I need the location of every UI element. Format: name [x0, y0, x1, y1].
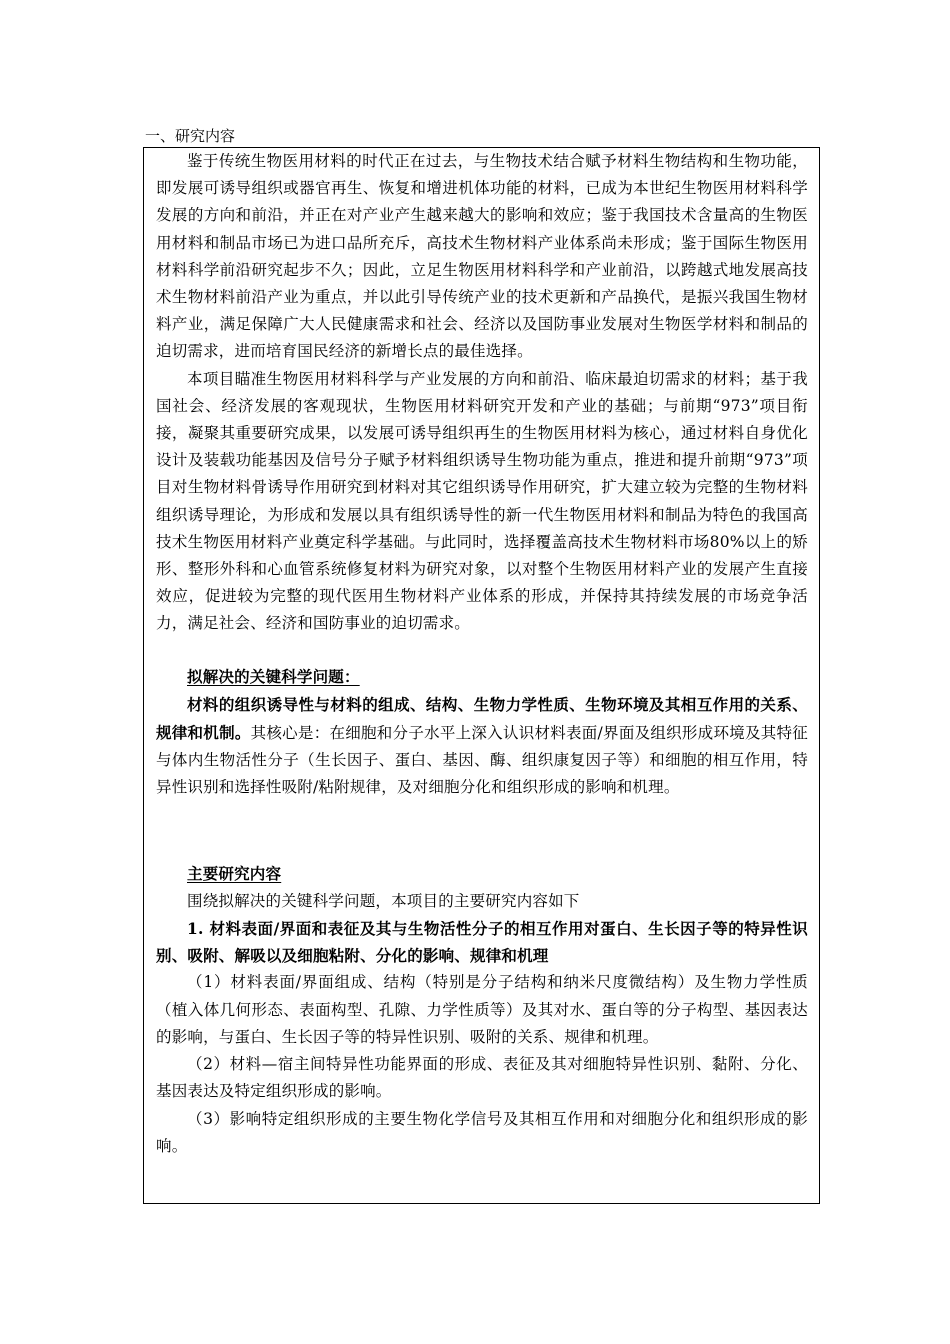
- sub-item-1: （1）材料表面/界面组成、结构（特别是分子结构和纳米尺度微结构）及生物力学性质（植入体几何形态、表面构型、孔隙、力学性质等）及其对水、蛋白等的分子构型、基因表达的影响，与蛋白、生长因子等的特异性识别、吸附的关系、规律和机理。: [156, 973, 808, 1046]
- sub-item-2: （2）材料—宿主间特异性功能界面的形成、表征及其对细胞特异性识别、黏附、分化、基因表达及特定组织形成的影响。: [156, 1055, 808, 1101]
- main-content-heading-line: [156, 860, 808, 888]
- item1-title: 1. 材料表面/界面和表征及其与生物活性分子的相互作用对蛋白、生长因子等的特异性识别、吸附、解吸以及细胞粘附、分化的影响、规律和机理: [156, 919, 808, 966]
- key-problem-paragraph: [156, 691, 808, 802]
- content-box: [143, 147, 820, 1204]
- content-body: [156, 148, 808, 1160]
- key-problem-heading-line: [156, 663, 808, 691]
- spacer: [156, 802, 808, 860]
- key-problem-bold-text: 材料的组织诱导性与材料的组成、结构、生物力学性质、生物环境及其相互作用的关系、规律和机制。: [156, 694, 808, 743]
- key-problem-text: 其核心是：在细胞和分子水平上深入认识材料表面/界面及组织形成环境及其特征与体内生物活性分子（生长因子、蛋白、基因、酶、组织康复因子等）和细胞的相互作用，特异性识别和选择性吸附/粘附规律，及对细胞分化和组织形成的影响和机理。: [156, 724, 808, 797]
- main-content-heading: 主要研究内容: [187, 863, 282, 883]
- intro-paragraph-2: 本项目瞄准生物医用材料科学与产业发展的方向和前沿、临床最迫切需求的材料；基于我国社会、经济发展的客观现状，生物医用材料研究开发和产业的基础；与前期“973”项目衔接，凝聚其重要研究成果，以发展可诱导组织再生的生物医用材料为核心，通过材料自身优化设计及装载功能基因及信号分子赋予材料组织诱导生物功能为重点，推进和提升前期“973”项目对生物材料骨诱导作用研究到材料对其它组织诱导作用研究，扩大建立较为完整的生物材料组织诱导理论，为形成和发展以具有组织诱导性的新一代生物医用材料和制品为特色的我国高技术生物医用材料产业奠定科学基础。与此同时，选择覆盖高技术生物材料市场80%以上的矫形、整形外科和心血管系统修复材料为研究对象，以对整个生物医用材料产业的发展产生直接效应，促进较为完整的现代医用生物材料产业体系的形成，并保持其持续发展的市场竞争活力，满足社会、经济和国防事业的迫切需求。: [156, 369, 808, 633]
- section-title: 一、研究内容: [145, 127, 236, 145]
- spacer: [156, 638, 808, 663]
- intro-paragraph-1: 鉴于传统生物医用材料的时代正在过去，与生物技术结合赋予材料生物结构和生物功能，即发展可诱导组织或器官再生、恢复和增进机体功能的材料，已成为本世纪生物医用材料科学发展的方向和前沿，并正在对产业产生越来越大的影响和效应；鉴于我国技术含量高的生物医用材料和制品市场已为进口品所充斥，高技术生物材料产业体系尚未形成；鉴于国际生物医用材料科学前沿研究起步不久；因此，立足生物医用材料科学和产业前沿，以跨越式地发展高技术生物材料前沿产业为重点，并以此引导传统产业的技术更新和产品换代，是振兴我国生物材料产业，满足保障广大人民健康需求和社会、经济以及国防事业发展对生物医学材料和制品的迫切需求，进而培育国民经济的新增长点的最佳选择。: [156, 152, 808, 361]
- key-problem-heading: 拟解决的关键科学问题：: [187, 666, 360, 686]
- main-content-intro: 围绕拟解决的关键科学问题，本项目的主要研究内容如下: [187, 891, 580, 910]
- sub-item-3: （3）影响特定组织形成的主要生物化学信号及其相互作用和对细胞分化和组织形成的影响。: [156, 1109, 808, 1155]
